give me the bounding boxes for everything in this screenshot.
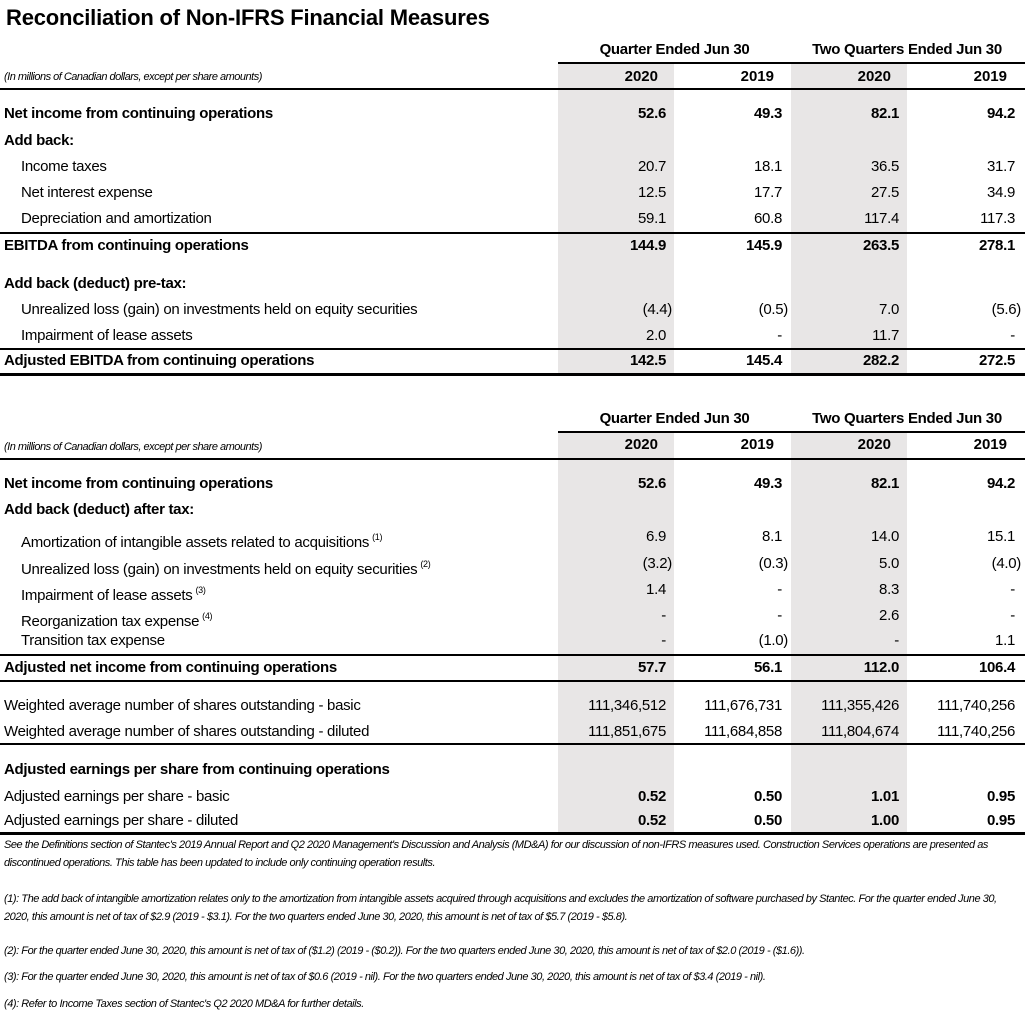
column-header-h2020: 2020	[857, 436, 891, 453]
cell-q2019: 60.8	[754, 210, 782, 227]
cell-q2019: 17.7	[754, 184, 782, 201]
table-row-weighted-average-number-of-shares-outstanding-basic	[0, 696, 1025, 722]
cell-h2019: 94.2	[987, 105, 1015, 122]
cell-q2020: 142.5	[629, 352, 666, 369]
cell-q2020: (4.4)	[642, 301, 672, 318]
cell-h2019: 94.2	[987, 475, 1015, 492]
units-note: (In millions of Canadian dollars, except per share amounts)	[4, 71, 262, 83]
column-header-rule	[0, 88, 1025, 90]
table-row-net-income-from-continuing-operations	[0, 474, 1025, 500]
cell-h2019: 31.7	[987, 158, 1015, 175]
row-label-text: Impairment of lease assets	[21, 587, 193, 604]
table-row-income-taxes	[0, 157, 1025, 183]
rule-after-shares	[0, 743, 1025, 745]
cell-q2020: 52.6	[638, 105, 666, 122]
cell-h2020: 82.1	[871, 475, 899, 492]
row-label	[21, 209, 212, 229]
column-header-q2019: 2019	[740, 436, 774, 453]
table-row-unrealized-loss-on-investments-held-on-equity-securities	[0, 300, 1025, 326]
row-label	[4, 760, 390, 780]
column-header-q2020: 2020	[624, 68, 658, 85]
cell-h2020: 111,355,426	[821, 697, 899, 714]
cell-h2019: 0.95	[987, 812, 1015, 829]
cell-h2020: 14.0	[871, 528, 899, 545]
footnote-1: (1): The add back of intangible amortization relates only to the amortization from intangible assets acquired through acquisitions and excludes the amortization of software purchased by Stantec. For the quarter ended June 30, 2020, this amount is net of tax of $2.9 (2019 - $3.1). For the two quarters ended June 30, 2020, this amount is net of tax of $5.7 (2019 - $5.8).	[4, 893, 997, 923]
row-label-text: Adjusted earnings per share - diluted	[4, 812, 239, 829]
row-label-text: Net income from continuing operations	[4, 105, 273, 122]
subtotal-rule-ebitda	[0, 232, 1025, 234]
table-row-reorganization-tax-expense	[0, 606, 1025, 632]
column-header-h2020: 2020	[857, 68, 891, 85]
cell-h2020: 82.1	[871, 105, 899, 122]
footnote-marker: (2)	[420, 559, 431, 569]
footnote-3: (3): For the quarter ended June 30, 2020, this amount is net of tax of $0.6 (2019 - nil). For the two quarters ended June 30, 2020, this amount is net of tax of $3.4 (2019 - nil).	[4, 971, 766, 983]
row-label	[21, 554, 430, 580]
cell-q2019: -	[777, 581, 782, 598]
rule-after-adjusted-net-income	[0, 680, 1025, 682]
column-header-q2020: 2020	[624, 436, 658, 453]
row-label-text: Adjusted net income from continuing operations	[4, 659, 337, 676]
row-label	[21, 631, 165, 651]
cell-q2020: 59.1	[638, 210, 666, 227]
cell-h2020: 27.5	[871, 184, 899, 201]
row-label-text: Net interest expense	[21, 184, 153, 201]
cell-q2019: 111,676,731	[704, 697, 782, 714]
row-label	[4, 696, 361, 716]
cell-q2020: 6.9	[646, 528, 666, 545]
cell-q2019: 56.1	[754, 659, 782, 676]
cell-q2019: -	[777, 607, 782, 624]
cell-h2019: 117.3	[980, 210, 1015, 227]
cell-h2019: -	[1010, 581, 1015, 598]
row-label	[4, 474, 273, 494]
cell-h2020: 5.0	[879, 555, 899, 572]
cell-q2020: 12.5	[638, 184, 666, 201]
row-label-text: Add back (deduct) pre-tax:	[4, 275, 187, 292]
row-label	[21, 326, 192, 346]
cell-h2019: 0.95	[987, 788, 1015, 805]
cell-q2019: (0.3)	[758, 555, 788, 572]
row-label	[4, 131, 74, 151]
cell-h2019: 111,740,256	[937, 697, 1015, 714]
row-label-text: Adjusted earnings per share from continuing operations	[4, 761, 390, 778]
cell-q2019: -	[777, 327, 782, 344]
row-label	[21, 580, 206, 606]
cell-h2020: 263.5	[862, 237, 899, 254]
group-header-quarter: Quarter Ended Jun 30	[599, 410, 750, 427]
row-label	[21, 606, 212, 632]
row-label	[4, 722, 369, 742]
cell-h2020: 282.2	[862, 352, 899, 369]
row-label	[21, 300, 417, 320]
column-header-h2019: 2019	[973, 436, 1007, 453]
column-header-q2019: 2019	[740, 68, 774, 85]
cell-h2019: 34.9	[987, 184, 1015, 201]
cell-q2020: 144.9	[629, 237, 666, 254]
cell-h2020: -	[894, 632, 899, 649]
cell-q2020: 1.4	[646, 581, 666, 598]
column-header-h2019: 2019	[973, 68, 1007, 85]
cell-h2020: 8.3	[879, 581, 899, 598]
cell-h2020: 1.01	[871, 788, 899, 805]
row-label	[4, 351, 314, 371]
row-label-text: Adjusted earnings per share - basic	[4, 788, 230, 805]
table-row-ebitda-from-continuing-operations	[0, 236, 1025, 262]
cell-h2019: 106.4	[978, 659, 1015, 676]
cell-h2019: -	[1010, 327, 1015, 344]
row-label-text: EBITDA from continuing operations	[4, 237, 249, 254]
footnote-marker: (4)	[202, 611, 213, 621]
row-label-text: Weighted average number of shares outstanding - basic	[4, 697, 361, 714]
table-row-impairment-of-lease-assets	[0, 580, 1025, 606]
footnote-4: (4): Refer to Income Taxes section of Stantec's Q2 2020 MD&A for further details.	[4, 998, 364, 1010]
row-label-text: Income taxes	[21, 158, 107, 175]
row-label-text: Impairment of lease assets	[21, 327, 193, 344]
table-row-amortization-of-intangible-assets-related-to-acquisitions	[0, 527, 1025, 553]
cell-q2020: -	[661, 632, 666, 649]
cell-h2020: 112.0	[863, 659, 899, 676]
table-row-net-interest-expense	[0, 183, 1025, 209]
cell-q2020: 0.52	[638, 788, 666, 805]
cell-q2019: 111,684,858	[704, 723, 782, 740]
cell-h2020: 111,804,674	[821, 723, 899, 740]
cell-q2019: 0.50	[754, 812, 782, 829]
cell-h2019: (5.6)	[991, 301, 1021, 318]
row-label-text: Adjusted EBITDA from continuing operations	[4, 352, 315, 369]
table-row-add-back-pre-tax	[0, 274, 1025, 300]
column-header-rule	[0, 458, 1025, 460]
group-header-two-quarters: Two Quarters Ended Jun 30	[812, 410, 1002, 427]
row-label	[4, 104, 273, 124]
footnote-marker: (3)	[195, 585, 206, 595]
cell-h2019: 278.1	[978, 237, 1015, 254]
cell-q2019: 145.4	[745, 352, 782, 369]
cell-q2020: 2.0	[646, 327, 666, 344]
units-note: (In millions of Canadian dollars, except per share amounts)	[4, 441, 262, 453]
table-row-add-back	[0, 131, 1025, 157]
table-bottom-rule	[0, 832, 1025, 835]
cell-q2019: 145.9	[745, 237, 782, 254]
cell-h2020: 2.6	[879, 607, 899, 624]
table-row-unrealized-loss-on-investments-held-on-equity-securities	[0, 554, 1025, 580]
page-title: Reconciliation of Non-IFRS Financial Measures	[6, 5, 490, 30]
cell-q2020: 20.7	[638, 158, 666, 175]
row-label	[4, 236, 249, 256]
row-label-text: Unrealized loss (gain) on investments held on equity securities	[21, 561, 418, 578]
row-label	[4, 658, 337, 678]
row-label-text: Unrealized loss (gain) on investments held on equity securities	[21, 301, 418, 318]
row-label	[21, 527, 382, 553]
subtotal-rule-adjusted-ebitda	[0, 348, 1025, 350]
table-row-adjusted-earnings-per-share-from-continuing-operations	[0, 760, 1025, 786]
footnote-2: (2): For the quarter ended June 30, 2020, this amount is net of tax of ($1.2) (2019 - ($0.2)). For the two quarters ended June 30, 2020, this amount is net of tax of $2.0 (2019 - ($1.6)).	[4, 945, 805, 957]
cell-q2020: 111,346,512	[588, 697, 666, 714]
cell-q2019: 8.1	[762, 528, 782, 545]
cell-h2019: -	[1010, 607, 1015, 624]
row-label	[4, 811, 238, 831]
row-label-text: Net income from continuing operations	[4, 475, 273, 492]
cell-h2020: 117.4	[864, 210, 899, 227]
header-rule	[558, 431, 1025, 433]
table-bottom-rule	[0, 373, 1025, 376]
cell-h2020: 1.00	[871, 812, 899, 829]
definitions-note: See the Definitions section of Stantec's 2019 Annual Report and Q2 2020 Management's Discussion and Analysis (MD&A) for our discussion of non-IFRS measures used. Construction Services operations are presented as discontinued operations. This table has been updated to include only continuing operation results.	[4, 839, 988, 869]
cell-q2019: 0.50	[754, 788, 782, 805]
cell-q2019: 18.1	[754, 158, 782, 175]
cell-q2019: 49.3	[754, 475, 782, 492]
cell-h2019: (4.0)	[991, 555, 1021, 572]
cell-q2020: 57.7	[638, 659, 666, 676]
cell-h2020: 36.5	[871, 158, 899, 175]
row-label-text: Weighted average number of shares outstanding - diluted	[4, 723, 370, 740]
cell-q2020: (3.2)	[642, 555, 672, 572]
row-label-text: Reorganization tax expense	[21, 613, 200, 630]
subtotal-rule-adjusted-net-income	[0, 654, 1025, 656]
cell-q2020: 0.52	[638, 812, 666, 829]
group-header-two-quarters: Two Quarters Ended Jun 30	[812, 41, 1002, 58]
cell-q2019: (0.5)	[758, 301, 788, 318]
cell-h2020: 11.7	[872, 327, 899, 344]
header-rule	[558, 62, 1025, 64]
row-label-text: Add back:	[4, 132, 74, 149]
row-label	[4, 787, 229, 807]
cell-h2019: 15.1	[987, 528, 1015, 545]
row-label	[4, 500, 194, 520]
row-label	[4, 274, 186, 294]
row-label	[21, 157, 107, 177]
row-label-text: Transition tax expense	[21, 632, 165, 649]
cell-q2020: 111,851,675	[588, 723, 666, 740]
footnote-marker: (1)	[372, 532, 383, 542]
row-label	[21, 183, 153, 203]
row-label-text: Depreciation and amortization	[21, 210, 212, 227]
row-label-text: Add back (deduct) after tax:	[4, 501, 194, 518]
cell-h2020: 7.0	[879, 301, 899, 318]
cell-h2019: 1.1	[995, 632, 1015, 649]
cell-q2020: 52.6	[638, 475, 666, 492]
cell-q2020: -	[661, 607, 666, 624]
cell-q2019: 49.3	[754, 105, 782, 122]
row-label-text: Amortization of intangible assets related to acquisitions	[21, 534, 370, 551]
table-row-net-income-from-continuing-operations	[0, 104, 1025, 130]
cell-q2019: (1.0)	[758, 632, 788, 649]
table-row-add-back-after-tax	[0, 500, 1025, 526]
table-row-adjusted-earnings-per-share-basic	[0, 787, 1025, 813]
cell-h2019: 272.5	[978, 352, 1015, 369]
cell-h2019: 111,740,256	[937, 723, 1015, 740]
group-header-quarter: Quarter Ended Jun 30	[599, 41, 750, 58]
